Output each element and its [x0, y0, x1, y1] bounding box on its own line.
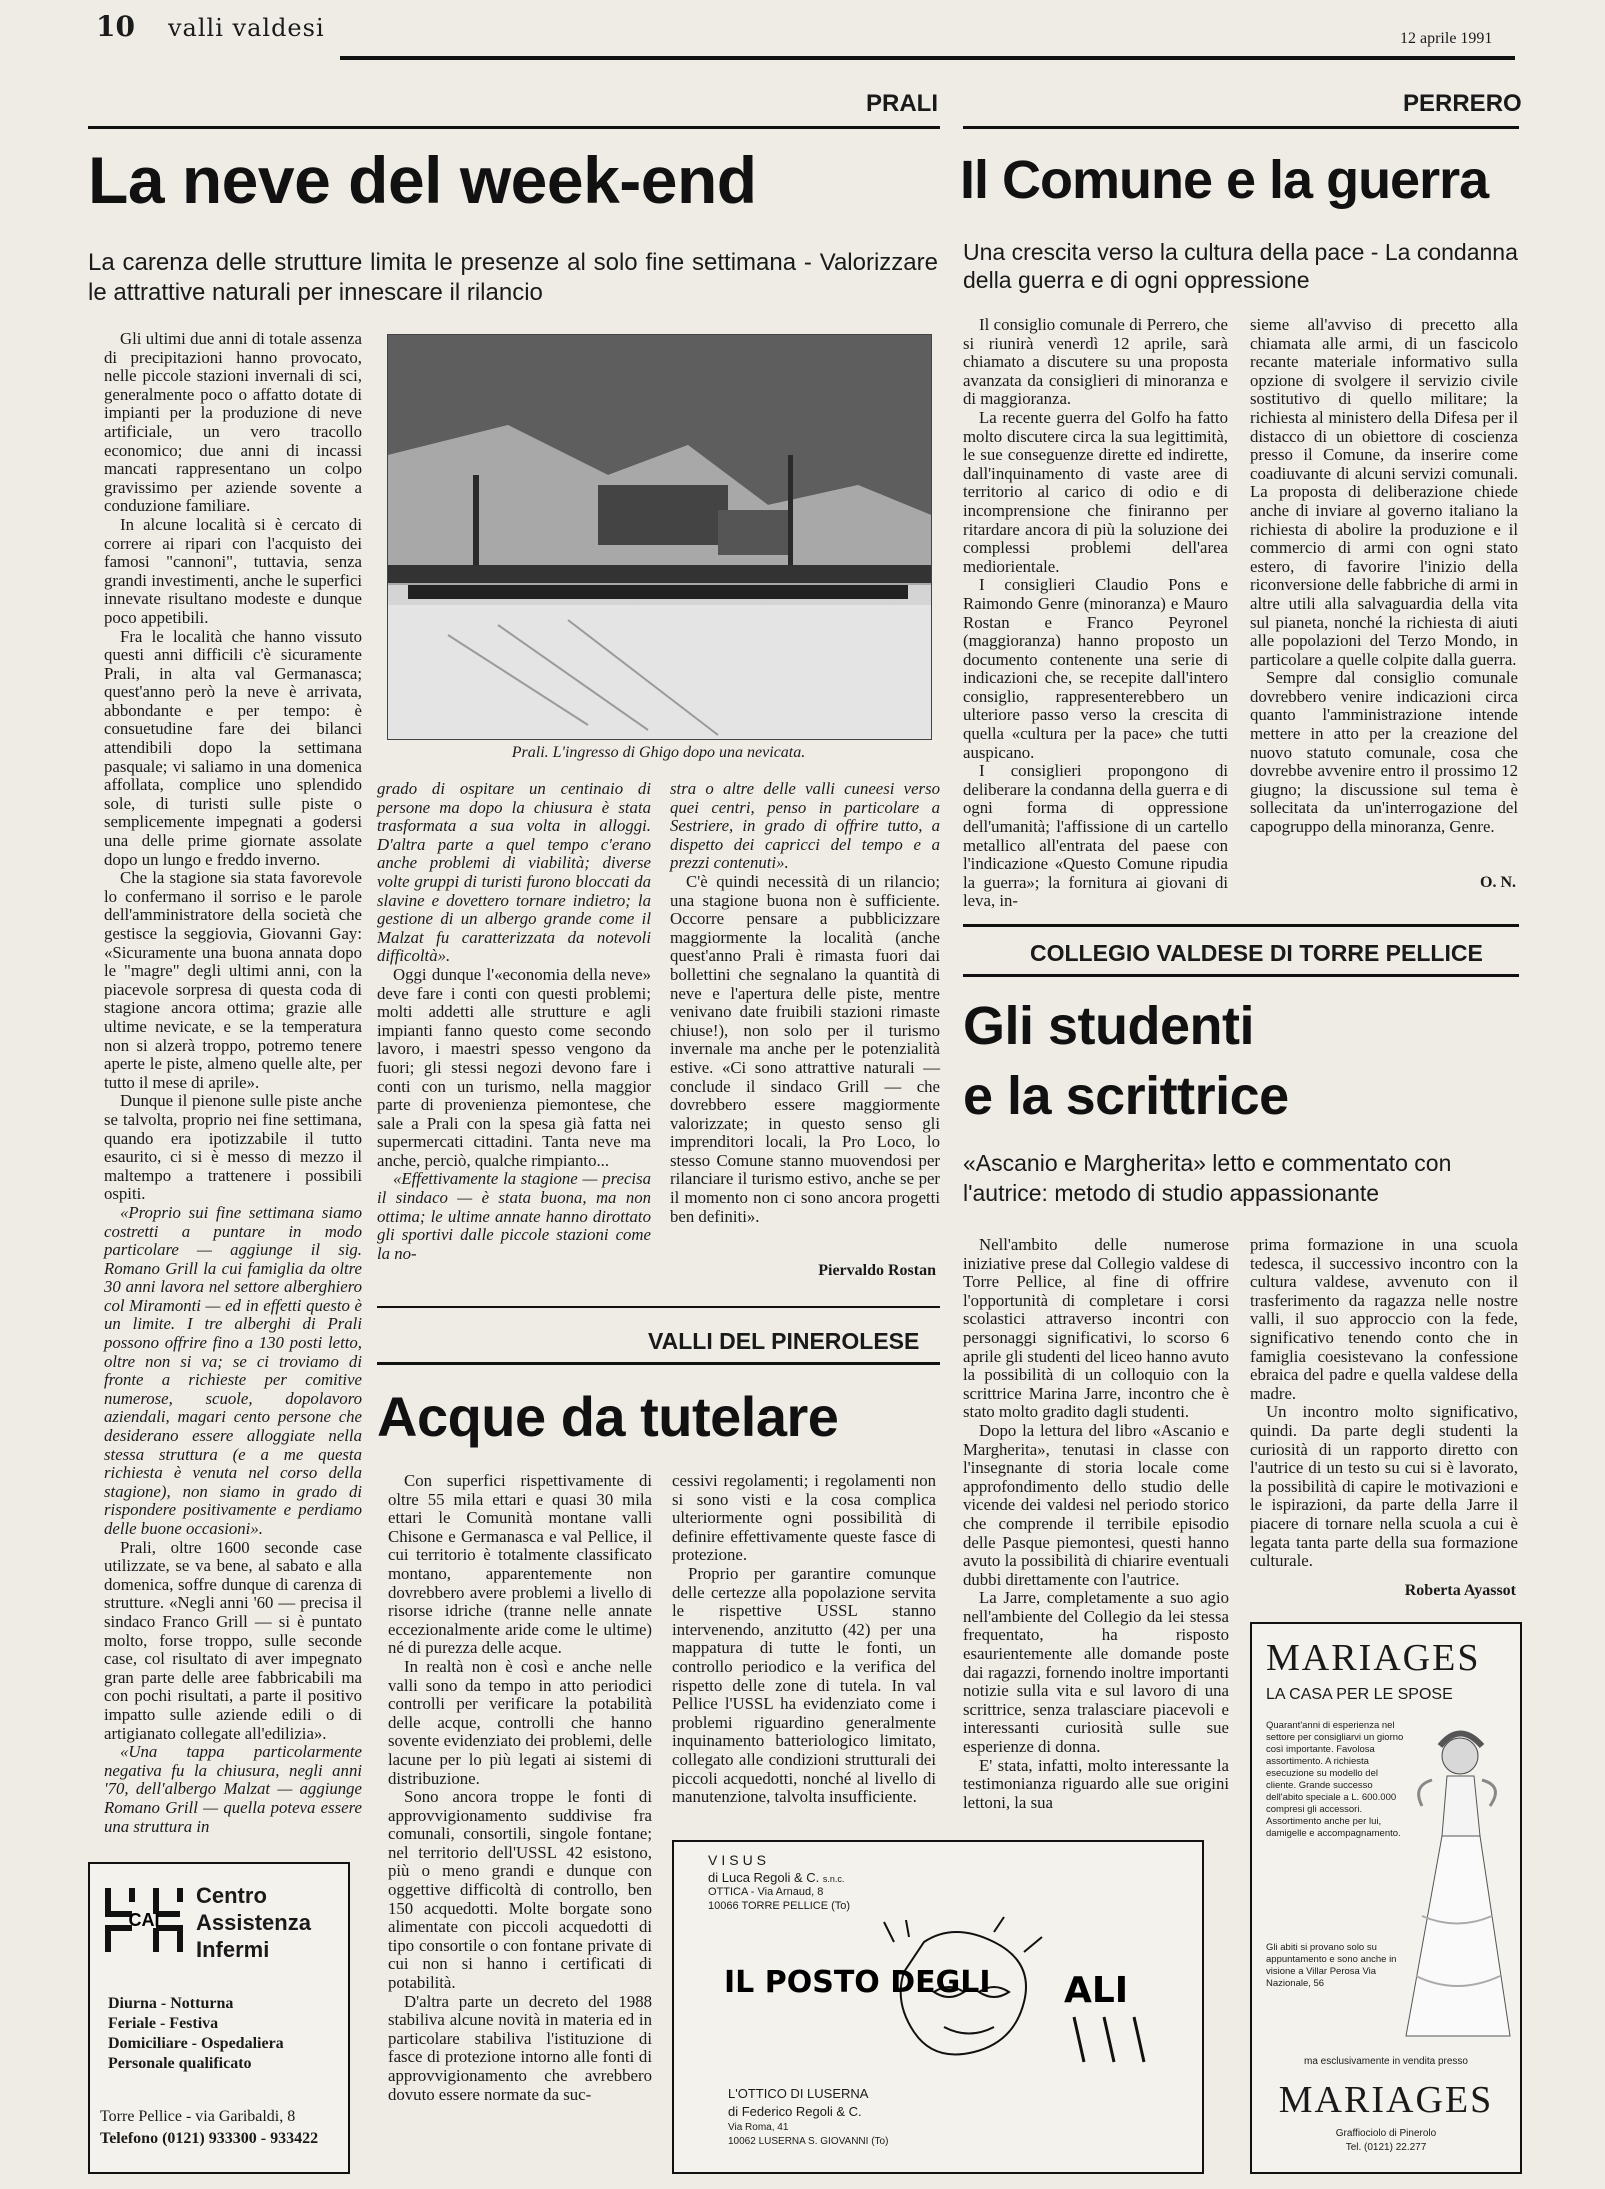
section-label-perrero: PERRERO — [1403, 90, 1522, 117]
paragraph: Con superfici rispettivamente di oltre 55 mila ettari e quasi 30 mila ettari le Comunità montane valli Chisone e Germanasca e val Pellice, il cui territorio è totalmente classificato montano, apparentemente non dovrebbero avere problemi a livello di risorse idriche (tranne nelle annate eccezionalmente aride come le ultime) né di purezza delle acque. — [388, 1471, 652, 1658]
photo-illustration — [388, 335, 931, 739]
cai-name — [196, 1882, 311, 1963]
paragraph: «Una tappa particolarmente negativa fu la chiusura, negli anni '70, dell'albergo Malzat — aggiunge Romano Grill — quella poteva essere una struttura in — [104, 1742, 362, 1836]
paragraph: Fra le località che hanno vissuto questi anni difficili c'è sicuramente Prali, in alta val Germanasca; quest'anno però la neve è arrivata, abbondante e per tempo: è consuetudine fare dei bilanci attendibili dopo la settimana pasquale; vi saliamo in una domenica affollata, complice uno splendido sole, di turisti sulle piste o semplicemente impegnati a godersi una delle prime giornate assolate dopo un lungo e freddo inverno. — [104, 626, 362, 869]
photo-caption: Prali. L'ingresso di Ghigo dopo una nevicata. — [511, 744, 806, 761]
visus-shop: L'OTTICO DI LUSERNA — [728, 2086, 869, 2101]
article-title-acque: Acque da tutelare — [377, 1385, 839, 1448]
publication-name: valli valdesi — [168, 14, 325, 42]
cai-advertisement — [88, 1862, 350, 2174]
article-title-prali: La neve del week-end — [88, 143, 757, 217]
paragraph: La Jarre, completamente a suo agio nell'ambiente del Collegio da lei stessa frequentato, ha risposto esaurientemente alle domande poste dai ragazzi, fornendo inoltre importanti notizie sulla vita e sul lavoro di una scrittrice, senza tralasciare piacevoli e interessanti curiosità sulle sue esperienze di donna. — [963, 1588, 1229, 1757]
paragraph: C'è quindi necessità di un rilancio; una stagione buona non è sufficiente. Occorre pensare a pubblicizzare maggiormente la località (anche quest'anno Prali è rimasta fuori dai bollettini che segnalano la quantità di neve e l'apertura delle piste, mentre venivano date fruibili stazioni rimaste chiuse!), non solo per il turismo invernale ma anche per le potenzialità estive. «Ci sono attrattive naturali — conclude il sindaco Grill — che dovrebbero essere maggiormente valorizzate; in questo senso gli imprenditori locali, la Pro Loco, lo stesso Comune stanno muovendosi per rilanciare il turismo estivo, anche se per il momento non ci sono ancora progetti ben definiti». — [670, 871, 940, 1226]
paragraph: I consiglieri Claudio Pons e Raimondo Genre (minoranza) e Mauro Rostan e Franco Peyronel (maggioranza) hanno proposto un documento contenente una serie di indicazioni che, se recepite dall'intero consiglio, rappresenterebbero un ulteriore passo verso la crescita di quella «cultura per la pace» che tutti auspicano. — [963, 575, 1228, 762]
cai-name-line: Infermi — [196, 1937, 270, 1962]
perrero-column-2 — [1250, 316, 1518, 868]
paragraph: Che la stagione sia stata favorevole lo confermano il sorriso e le parole dell'amministratore della società che gestisce la seggiovia, Giovanni Gay: «Sicuramente una buona annata dopo le "magre" degli ultimi anni, con la piacevole sorpresa di questa coda di stagione ancora ottima; grazie alle ultime nevicate, e se la temperatura non si alzerà troppo, potremo tenere aperte le piste, almeno quelle alte, per tutto il mese di aprile». — [104, 868, 362, 1092]
cai-logo-text: CAI — [128, 1910, 160, 1930]
article-title-collegio-line-1: Gli studenti — [963, 996, 1254, 1056]
mariages-brand: MARIAGES — [1266, 1637, 1481, 1679]
paragraph: Prali, oltre 1600 seconde case utilizzate, se va bene, al sabato e alla domenica, soffre dunque di carenza di strutture. «Negli anni '60 — precisa il sindaco Franco Grill — si è puntato molto, forse troppo, sulle seconde case, col risultato di aver impegnato gran parte delle aree fabbricabili ma con pochi risultati, a parte il positivo impatto sulle aziende edili o di artigianato collegate all'edilizia». — [104, 1537, 362, 1743]
article-subtitle-perrero: Una crescita verso la cultura della pace - La condanna della guerra e di ogni oppressione — [963, 239, 1518, 293]
paragraph: Un incontro molto significativo, quindi. Da parte degli studenti la curiosità di un rapporto diretto con l'autrice di un testo su cui si è lavorato, la possibilità di capire le motivazioni e le ispirazioni, da parte della Jarre il piacere di tornare nella scuola a cui è legata tanta parte della sua formazione culturale. — [1250, 1402, 1518, 1571]
author-perrero: O. N. — [1480, 874, 1516, 891]
visus-shop-owner: di Federico Regoli & C. — [728, 2104, 862, 2119]
author-prali: Piervaldo Rostan — [818, 1262, 936, 1279]
paragraph: cessivi regolamenti; i regolamenti non si sono visti e la cosa complica ulteriormente ogni possibilità di definire effettivamente queste fasce di protezione. — [672, 1471, 936, 1565]
section-label-collegio: COLLEGIO VALDESE DI TORRE PELLICE — [1030, 940, 1483, 966]
article-title-perrero: Il Comune e la guerra — [960, 150, 1489, 210]
paragraph: E' stata, infatti, molto interessante la testimonianza riguardo alle sue origini lettoni, la sua — [963, 1755, 1229, 1812]
page-number: 10 — [96, 10, 135, 43]
mariages-exclusive: ma esclusivamente in vendita presso — [1304, 2056, 1468, 2067]
paragraph: Dunque il pienone sulle piste anche se talvolta, proprio nei fine settimana, quando era ipotizzabile il tutto esaurito, ci si è messo di mezzo il maltempo a trattenere i possibili ospiti. — [104, 1091, 362, 1204]
collegio-column-2 — [1250, 1236, 1518, 1590]
visus-advertisement — [672, 1840, 1204, 2174]
visus-brand: VISUS — [708, 1852, 771, 1868]
paragraph: I consiglieri propongono di deliberare la condanna della guerra e di ogni forma di oppressione dell'umanità; l'affissione di un cartello metallico all'entrata del paese con l'indicazione «Questo Comune ripudia la guerra»; la fornitura ai giovani di leva, in- — [963, 761, 1228, 911]
mariages-appointment: Gli abiti si provano solo su appuntamento e sono anche in visione a Villar Perosa Via Nazionale, 56 — [1266, 1942, 1397, 1989]
paragraph: Gli ultimi due anni di totale assenza di precipitazioni hanno provocato, nelle piccole stazioni invernali di sci, generalmente poco o affatto dotate di impianti per la produzione di neve artificiale, un vero tracollo economico; due anni di incassi mancati rappresentano un colpo gravissimo per aziende sovente a conduzione familiare. — [104, 329, 362, 516]
article-subtitle-prali: La carenza delle strutture limita le presenze al solo fine settimana - Valorizzare le attrattive naturali per innescare il rilancio — [88, 249, 938, 306]
author-collegio: Roberta Ayassot — [1404, 1582, 1516, 1599]
paragraph: Il consiglio comunale di Perrero, che si riunirà venerdì 12 aprile, sarà chiamato a discutere su una proposta avanzata da consiglieri di minoranza e di maggioranza. — [963, 315, 1228, 409]
paragraph: In realtà non è così e anche nelle valli sono da tempo in atto periodici controlli per verificare la potabilità delle acque, controlli che hanno sovente evidenziato dei problemi, delle lacune per lo più legati ai sistemi di distribuzione. — [388, 1656, 652, 1788]
visus-shop-address-2: 10062 LUSERNA S. GIOVANNI (To) — [728, 2136, 889, 2147]
mariages-tagline: LA CASA PER LE SPOSE — [1266, 1686, 1453, 1703]
cai-service: Personale qualificato — [108, 2055, 252, 2072]
cai-service: Feriale - Festiva — [108, 2015, 219, 2032]
paragraph: Nell'ambito delle numerose iniziative prese dal Collegio valdese di Torre Pellice, al fine di offrire l'opportunità di completare i corsi scolastici attraverso incontri con personaggi significativi, lo scorso 6 aprile gli studenti del liceo hanno avuto la possibilità di un colloquio con la scrittrice Marina Jarre, incontro che è stato molto gradito dagli studenti. — [963, 1235, 1229, 1422]
visus-owner-suffix: s.n.c. — [822, 1874, 845, 1884]
cai-service: Diurna - Notturna — [108, 1995, 234, 2012]
visus-owner — [708, 1870, 844, 1885]
paragraph: D'altra parte un decreto del 1988 stabiliva alcune novità in materia ed in particolare stabiliva l'istituzione di fasce di protezione intorno alle fonti di approvvigionamento che avrebbero dovuto essere normate da suc- — [388, 1991, 652, 2104]
cai-phone: Telefono (0121) 933300 - 933422 — [100, 2130, 319, 2147]
cai-logo-icon — [102, 1878, 186, 1962]
bride-illustration — [1402, 1716, 1512, 2046]
issue-date: 12 aprile 1991 — [1400, 30, 1493, 47]
paragraph: sieme all'avviso di precetto alla chiamata alle armi, di un fascicolo recante materiale informativo sulla opzione di svolgere il servizio civile sostitutivo di quello militare; la richiesta al ministero della Difesa per il distacco di un obiettore di coscienza presso il Comune, da inserire come coadiuvante di alcuni servizi comunali. La proposta di deliberazione chiede anche di inviare al governo italiano la richiesta di abolire la produzione e il commercio di armi con ogni stato estero, di favorire l'inizio della riconversione delle fabbriche di armi in altre utili alla salvaguardia della vita sul pianeta, nonché la richiesta di aiuti alle popolazioni del Terzo Mondo, in particolare a quelle colpite dalla guerra. — [1250, 315, 1518, 669]
mariages-brand-2: MARIAGES — [1278, 2079, 1494, 2121]
prali-column-2 — [377, 780, 651, 1292]
paragraph: Dopo la lettura del libro «Ascanio e Margherita», tenutasi in classe con l'insegnante di storia locale come approfondimento dello studio delle vicende dei valdesi nel periodo storico che comprende il terribile episodio delle Pasque piemontesi, questi hanno avuto la possibilità di chiarire eventuali dubbi direttamente con l'autrice. — [963, 1420, 1229, 1589]
mariages-shop-name: Graffiociolo di Pinerolo — [1335, 2128, 1437, 2139]
visus-owner-name: di Luca Regoli & C. — [708, 1870, 820, 1885]
mariages-shop-phone: Tel. (0121) 22.277 — [1345, 2142, 1427, 2153]
cai-services — [108, 1994, 284, 2074]
paragraph: In alcune località si è cercato di correre ai ripari con l'acquisto dei famosi "cannoni", tuttavia, senza grandi investimenti, anche le superfici innevate risultano modeste e dunque poco appetibili. — [104, 514, 362, 627]
cai-name-line: Centro — [196, 1883, 267, 1908]
prali-column-3 — [670, 780, 940, 1260]
paragraph: Sempre dal consiglio comunale dovrebbero venire indicazioni circa quanto l'amministrazione intende mettere in atto per la creazione del nuovo statuto comunale, cosa che dovrebbe avvenire entro il prossimo 12 giugno; la discussione sul tema è sollecitata da un'interrogazione del capogruppo della minoranza, Genre. — [1250, 668, 1518, 837]
section-rule-acque-top — [377, 1306, 940, 1308]
paragraph: Oggi dunque l'«economia della neve» deve fare i conti con questi problemi; molti addetti alle strutture e agli impianti fanno questo come secondo lavoro, i maestri spesso vengono da fuori; gli stessi negozi devono fare i conti con un turismo, nella maggior parte di provenienza piemontese, che sale a Prali con la spesa già fatta nei supermercati cittadini. Tanta neve ma anche, perciò, qualche rimpianto... — [377, 964, 651, 1170]
ski-resort-photo — [387, 334, 932, 740]
paragraph: «Proprio sui fine settimana siamo costretti a puntare in modo particolare — aggiunge il sig. Romano Grill la cui famiglia da oltre 30 anni lavora nel settore alberghiero col Miramonti — ed in effetti questo è un limite. I tre alberghi di Prali possono offrire fino a 130 posti letto, oltre non si va; se ci troviamo di fronte a richieste per comitive numerose, scuole, dopolavoro aziendali, magari cento persone che desiderano essere alloggiate nella stessa struttura (e a me questa richiesta è venuta nel corso della stagione), non siamo in grado di rispondere positivamente e perdiamo delle buone occasioni». — [104, 1202, 362, 1538]
collegio-column-1 — [963, 1236, 1229, 1836]
section-label-prali: PRALI — [866, 90, 938, 117]
mariages-blurb: Quarant'anni di esperienza nel settore per consigliarvi un giorno così importante. Favolosa assortimento. A richiesta esecuzione su modello del cliente. Grande successo dell'abito speciale a L. 600.000 compresi gli accessori. Assortimento anche per lui, damigelle e accompagnamento. — [1266, 1720, 1404, 1839]
paragraph: stra o altre delle valli cuneesi verso quei centri, penso in particolare a Sestriere, in grado di offrire tutto, a dispetto dei capricci del tempo e a prezzi contenuti». — [670, 779, 940, 873]
paragraph: «Effettivamente la stagione — precisa il sindaco — è stata buona, ma non ottima; le ultime annate hanno dirottato gli sportivi dalle piccole stazioni come la no- — [377, 1169, 651, 1263]
mariages-advertisement — [1250, 1622, 1522, 2174]
visus-address-1: OTTICA - Via Arnaud, 8 — [708, 1886, 824, 1898]
section-rule-perrero — [963, 126, 1519, 129]
cai-address: Torre Pellice - via Garibaldi, 8 — [100, 2108, 296, 2125]
visus-artwork — [694, 1922, 1184, 2082]
section-rule-prali — [88, 126, 940, 129]
visus-art-text: IL POSTO DEGLI — [724, 1965, 991, 2000]
paragraph: prima formazione in una scuola tedesca, il successivo incontro con la cultura valdese, avvenuto con il trasferimento da ragazza nelle nostre valli, il suo approccio con la fede, significativo tenendo conto che in famiglia coesistevano la confessione ebraica del padre e quella valdese della madre. — [1250, 1235, 1518, 1403]
paragraph: La recente guerra del Golfo ha fatto molto discutere circa la sua legittimità, le sue conseguenze dirette ed indirette, dall'inquinamento di vaste aree di territorio al carico di odio e di incomprensione che finiranno per ritardare ancora di più la soluzione dei complessi problemi dell'area mediorientale. — [963, 407, 1228, 576]
acque-column-2 — [672, 1472, 936, 1832]
section-rule-acque — [377, 1362, 940, 1365]
header-rule — [340, 56, 1515, 60]
paragraph: grado di ospitare un centinaio di persone ma dopo la chiusura è stata trasformata a sua volta in alloggi. D'altra parte a quel tempo c'erano anche problemi di viabilità; diverse volte gruppi di turisti furono bloccati da slavine e dovettero tornare indietro; la gestione di un albergo grande come il Malzat fu caratterizzata da notevoli difficoltà». — [377, 779, 651, 966]
prali-column-1 — [104, 329, 362, 1836]
cai-name-line: Assistenza — [196, 1910, 311, 1935]
acque-column-1 — [388, 1472, 652, 2172]
section-rule-collegio — [963, 974, 1519, 977]
perrero-column-1 — [963, 315, 1228, 911]
visus-art-text-2: ALI — [1064, 1970, 1129, 2011]
paragraph: Proprio per garantire comunque delle certezze alla popolazione servita le rispettive USSL stanno intervenendo, anzitutto (42) per una mappatura di tutte le fonti, un controllo periodico e la verifica del rispetto delle zone di tutela. In val Pellice l'USSL ha evidenziato come i problemi riguardino generalmente inquinamento batteriologico limitato, collegato alle condizioni strutturali dei piccoli acquedotti, nonché al livello di manutenzione, talvolta insufficiente. — [672, 1563, 936, 1807]
cai-service: Domiciliare - Ospedaliera — [108, 2035, 284, 2052]
section-rule-collegio-top — [963, 924, 1519, 927]
visus-address-2: 10066 TORRE PELLICE (To) — [708, 1900, 851, 1912]
paragraph: Sono ancora troppe le fonti di approvvigionamento suddivise fra comunali, consortili, singole fontane; nel territorio dell'USSL 42 esistono, più o meno grandi e dunque con oggettive difficoltà di controllo, ben 150 acquedotti. Molte borgate sono alimentate con piccoli acquedotti di tipo consortile o con fontane private di cui non si hanno i certificati di potabilità. — [388, 1787, 652, 1993]
article-subtitle-collegio: «Ascanio e Margherita» letto e commentato con l'autrice: metodo di studio appassionante — [963, 1150, 1452, 1206]
visus-shop-address-1: Via Roma, 41 — [728, 2122, 789, 2133]
article-title-collegio-line-2: e la scrittrice — [963, 1066, 1289, 1126]
section-label-valli: VALLI DEL PINEROLESE — [648, 1328, 920, 1354]
